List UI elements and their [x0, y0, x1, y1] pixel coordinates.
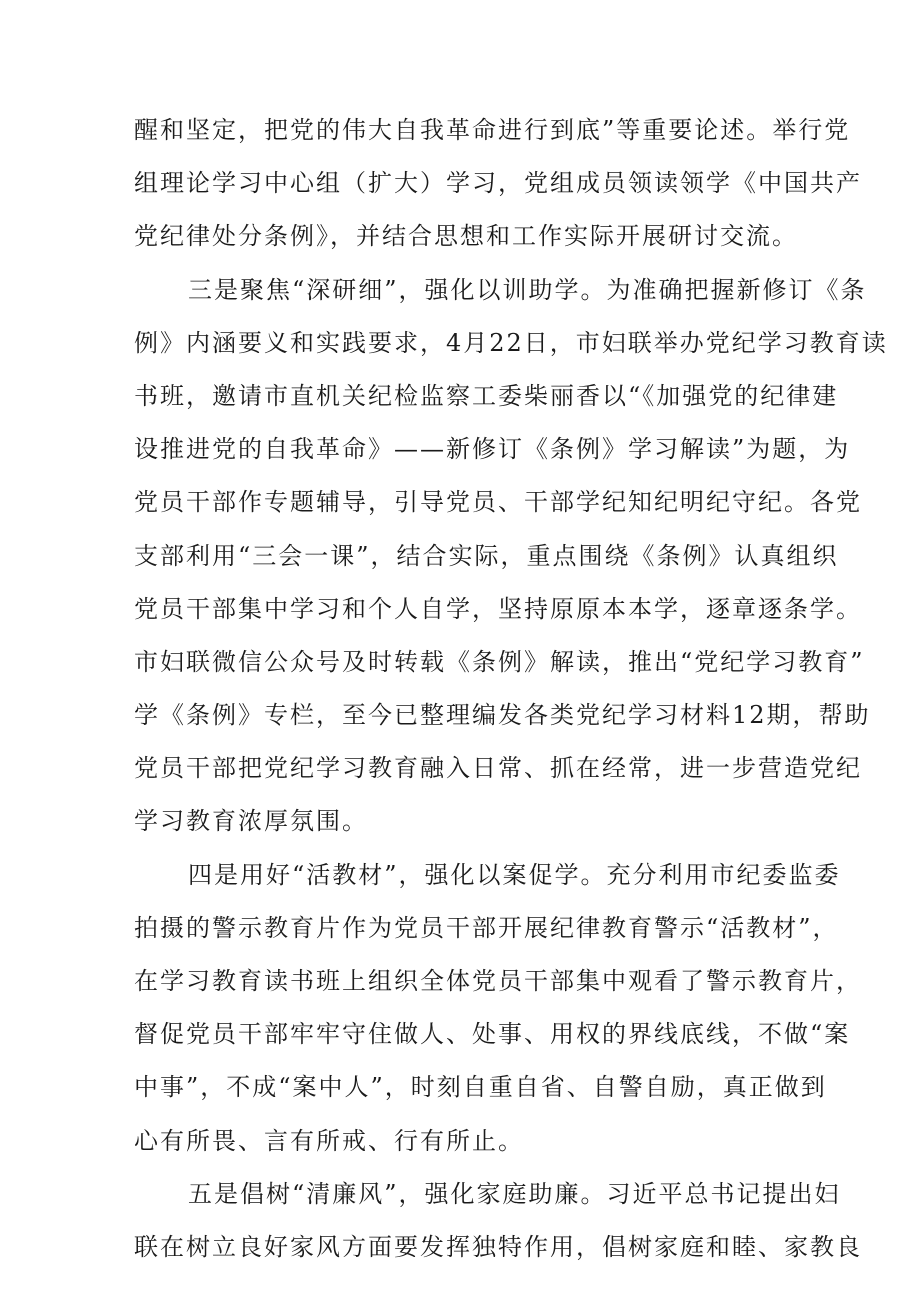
text-line: 中事”，不成“案中人”，时刻自重自省、自警自励，真正做到	[134, 1073, 827, 1102]
text-line: 市妇联微信公众号及时转载《条例》解读，推出“党纪学习教育”	[134, 647, 865, 676]
text-line: 督促党员干部牢牢守住做人、处事、用权的界线底线，不做“案	[134, 1020, 851, 1049]
text-line: 心有所畏、言有所戒、行有所止。	[134, 1126, 524, 1155]
text-line: 党员干部集中学习和个人自学，坚持原原本本学，逐章逐条学。	[134, 594, 862, 623]
text-line: 学习教育浓厚氛围。	[134, 807, 368, 836]
text-line: 书班，邀请市直机关纪检监察工委柴丽香以“《加强党的纪律建	[134, 381, 839, 410]
text-line: 组理论学习中心组（扩大）学习，党组成员领读领学《中国共产	[134, 169, 862, 198]
paragraph-continuation	[134, 104, 862, 264]
text-line: 党员干部作专题辅导，引导党员、干部学纪知纪明纪守纪。各党	[134, 488, 862, 517]
paragraph-fourth-point	[134, 849, 862, 1168]
text-line: 醒和坚定，把党的伟大自我革命进行到底”等重要论述。举行党	[134, 116, 851, 144]
text-line: 四是用好“活教材”，强化以案促学。充分利用市纪委监委	[188, 860, 841, 889]
text-line: 学《条例》专栏，至今已整理编发各类党纪学习材料12期，帮助	[134, 701, 871, 730]
text-line: 三是聚焦“深研细”，强化以训助学。为准确把握新修订《条	[188, 275, 867, 304]
text-line: 党员干部把党纪学习教育融入日常、抓在经常，进一步营造党纪	[134, 754, 862, 783]
text-line: 在学习教育读书班上组织全体党员干部集中观看了警示教育片，	[134, 967, 862, 995]
paragraph-fifth-point	[134, 1168, 862, 1274]
text-line: 党纪律处分条例》，并结合思想和工作实际开展研讨交流。	[134, 222, 798, 251]
text-line: 五是倡树“清廉风”，强化家庭助廉。习近平总书记提出妇	[188, 1179, 841, 1208]
paragraph-third-point	[134, 264, 888, 849]
text-line: 联在树立良好家风方面要发挥独特作用，倡树家庭和睦、家教良	[134, 1232, 862, 1261]
text-line: 支部利用“三会一课”，结合实际，重点围绕《条例》认真组织	[134, 541, 839, 570]
text-line: 设推进党的自我革命》——新修订《条例》学习解读”为题，为	[134, 435, 851, 464]
text-line: 拍摄的警示教育片作为党员干部开展纪律教育警示“活教材”，	[134, 913, 839, 942]
document-body	[134, 104, 888, 1274]
text-line: 例》内涵要义和实践要求，4月22日，市妇联举办党纪学习教育读	[134, 328, 888, 357]
